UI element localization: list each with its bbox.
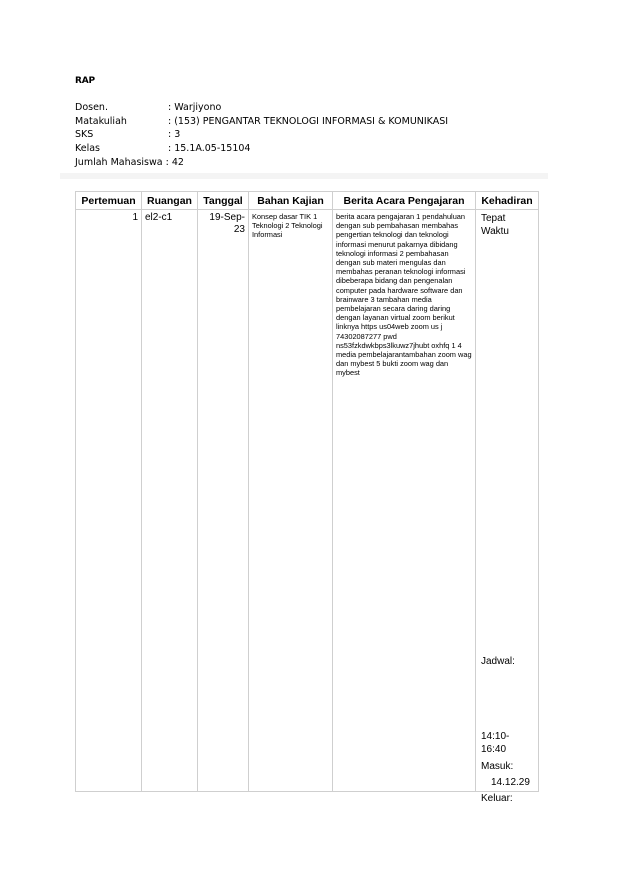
divider-band	[60, 173, 548, 179]
cell-tanggal: 19-Sep-23	[198, 210, 249, 792]
jadwal-label: Jadwal:	[481, 656, 515, 667]
spacer	[481, 668, 530, 730]
masuk-label: Masuk:	[481, 761, 514, 772]
info-matakuliah	[75, 115, 448, 128]
kehadiran-status-line: Waktu	[481, 226, 509, 237]
info-label: Kelas	[75, 143, 101, 154]
info-label: Dosen.	[75, 102, 108, 113]
info-value: : (153) PENGANTAR TEKNOLOGI INFORMASI & KOMUNIKASI	[168, 116, 449, 127]
cell-bahan-kajian: Konsep dasar TIK 1 Teknologi 2 Teknologi Informasi	[249, 210, 333, 792]
info-label: SKS	[75, 129, 94, 140]
info-value: : 42	[165, 157, 184, 168]
document-title: RAP	[75, 76, 95, 86]
kehadiran-status	[481, 212, 509, 238]
info-value: : 15.1A.05-15104	[168, 143, 251, 154]
kehadiran-schedule	[481, 655, 530, 805]
keluar-label: Keluar:	[481, 793, 513, 804]
cell-kehadiran	[476, 210, 539, 804]
cell-berita-acara: berita acara pengajaran 1 pendahuluan dengan sub pembahasan membahas pengertian teknologi dan teknologi informasi menurut pakarnya dibidang teknologi informasi 2 pembahasan dengan sub materi mengulas dan membahas peranan teknologi informasi dibeberapa bidang dan pengenalan computer pada hardware software dan brainware 3 tambahan media pembelajaran secara daring daring dengan layanan virtual zoom berikut linknya https us04web zoom us j 74302087277 pwd ns53fzkdwkbps3lkuwz7jhubt oxhfq 1 4 media pembelajarantambahan zoom wag dan mybest 5 bukti zoom wag dan mybest	[333, 210, 476, 792]
info-sks	[75, 128, 180, 141]
info-label: Matakuliah	[75, 116, 127, 127]
table-header-row	[76, 192, 539, 210]
masuk-time: 14.12.29	[491, 777, 530, 788]
jadwal-time: 16:40	[481, 744, 507, 755]
jadwal-time: 14:10-	[481, 731, 510, 742]
info-dosen	[75, 101, 221, 114]
table-row	[76, 210, 539, 792]
kehadiran-status-line: Tepat	[481, 213, 506, 224]
header-tanggal: Tanggal	[198, 192, 249, 210]
header-kehadiran: Kehadiran	[476, 192, 539, 210]
cell-ruangan: el2-c1	[142, 210, 198, 792]
header-bahan-kajian: Bahan Kajian	[249, 192, 333, 210]
info-kelas	[75, 142, 250, 155]
rap-table	[75, 191, 539, 804]
info-jumlah-mahasiswa	[75, 156, 184, 169]
header-pertemuan: Pertemuan	[76, 192, 142, 210]
info-label: Jumlah Mahasiswa	[75, 157, 163, 168]
info-value: : Warjiyono	[168, 102, 222, 113]
header-ruangan: Ruangan	[142, 192, 198, 210]
info-value: : 3	[168, 129, 181, 140]
cell-pertemuan: 1	[76, 210, 142, 792]
header-berita-acara: Berita Acara Pengajaran	[333, 192, 476, 210]
